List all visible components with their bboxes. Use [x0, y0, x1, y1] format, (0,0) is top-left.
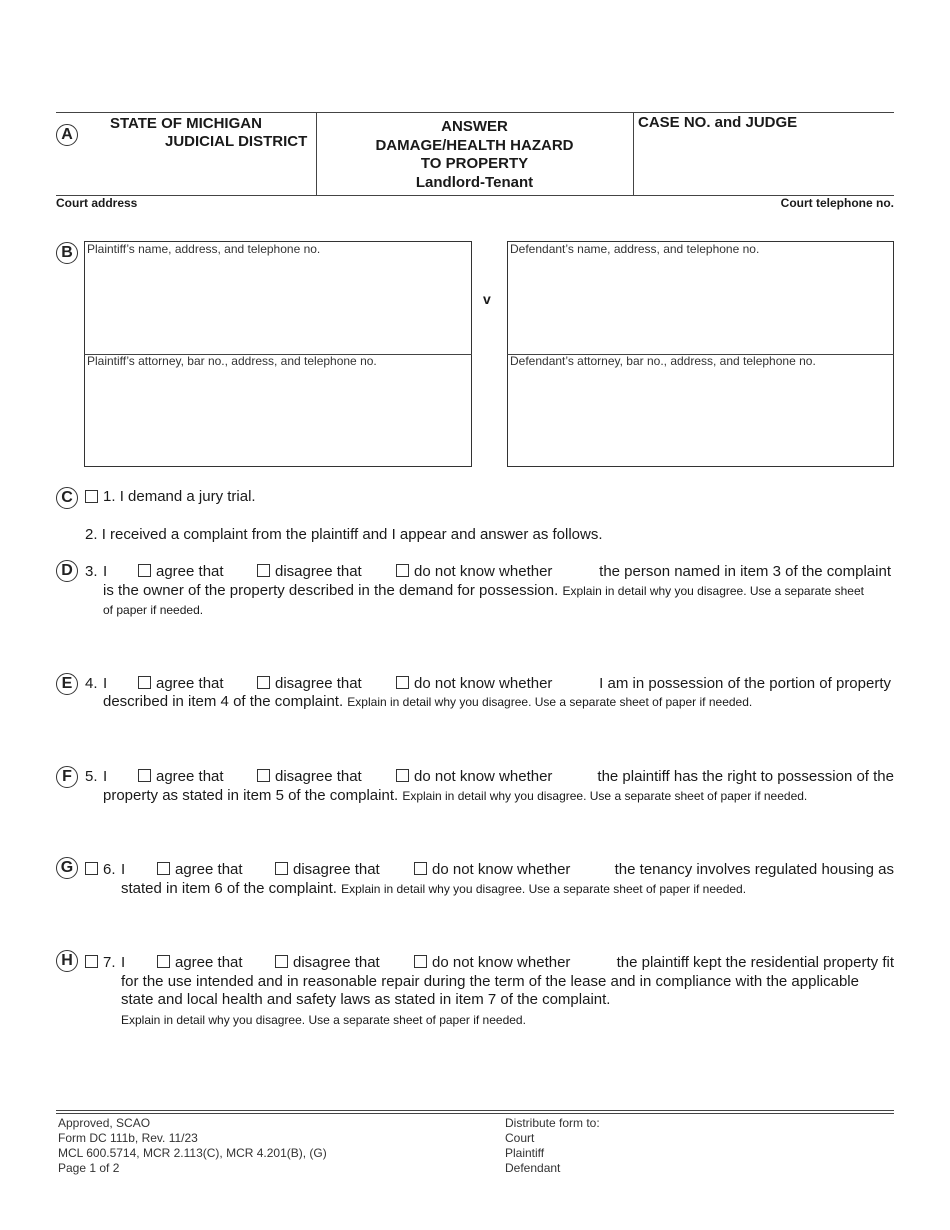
- marker-h: H: [56, 950, 78, 972]
- item-5-agree-label: agree that: [156, 768, 224, 785]
- item-7-unknown-checkbox[interactable]: [414, 955, 427, 968]
- item-2: [85, 526, 603, 543]
- marker-f: F: [56, 766, 78, 788]
- distribute-title: Distribute form to:: [505, 1116, 600, 1130]
- item-6-note: Explain in detail why you disagree. Use a separate sheet of paper if needed.: [341, 882, 747, 896]
- item-3-line-2-text: is the owner of the property described in the demand for possession.: [103, 582, 559, 599]
- footer-rule-2: [56, 1113, 894, 1114]
- item-4-tail: I am in possession of the portion of property: [599, 675, 891, 692]
- item-1-text: I demand a jury trial.: [119, 488, 256, 505]
- footer-rule-1: [56, 1110, 894, 1111]
- item-6-agree-checkbox[interactable]: [157, 862, 170, 875]
- footer-page: Page 1 of 2: [58, 1161, 120, 1175]
- form-title: [316, 118, 633, 192]
- item-7-note: Explain in detail why you disagree. Use a separate sheet of paper if needed.: [121, 1013, 526, 1027]
- case-no-label: CASE NO. and JUDGE: [638, 114, 798, 131]
- item-7-line-2: for the use intended and in reasonable repair during the term of the lease and in compliance with the applicable: [121, 973, 859, 990]
- item-2-num: 2.: [85, 526, 98, 543]
- item-6-line-2: [121, 880, 746, 897]
- item-3-line-2: [103, 582, 864, 599]
- item-6-agree-label: agree that: [175, 861, 243, 878]
- item-4-agree-checkbox[interactable]: [138, 676, 151, 689]
- marker-b: B: [56, 242, 78, 264]
- item-3-agree-checkbox[interactable]: [138, 564, 151, 577]
- item-1-num: 1.: [103, 488, 116, 505]
- marker-g: G: [56, 857, 78, 879]
- item-6-tail: the tenancy involves regulated housing as: [614, 861, 894, 878]
- item-4-unknown-label: do not know whether: [414, 675, 553, 692]
- item-3-tail: the person named in item 3 of the complaint: [599, 563, 891, 580]
- item-3-i: I: [103, 563, 108, 580]
- item-6-disagree-checkbox[interactable]: [275, 862, 288, 875]
- district-label: JUDICIAL DISTRICT: [165, 133, 308, 150]
- footer-form-number: Form DC 111b, Rev. 11/23: [58, 1131, 198, 1145]
- item-7-i: I: [121, 954, 126, 971]
- item-7-agree-checkbox[interactable]: [157, 955, 170, 968]
- item-5-unknown-checkbox[interactable]: [396, 769, 409, 782]
- item-6-unknown-checkbox[interactable]: [414, 862, 427, 875]
- item-7-checkbox[interactable]: [85, 955, 98, 968]
- court-phone-label: Court telephone no.: [780, 196, 894, 210]
- item-4-i: I: [103, 675, 108, 692]
- item-3-agree-label: agree that: [156, 563, 224, 580]
- state-label: STATE OF MICHIGAN: [110, 115, 262, 132]
- item-4-disagree-checkbox[interactable]: [257, 676, 270, 689]
- item-5-i: I: [103, 768, 108, 785]
- distribute-plaintiff: Plaintiff: [505, 1146, 545, 1160]
- item-7-disagree-checkbox[interactable]: [275, 955, 288, 968]
- item-4-agree-label: agree that: [156, 675, 224, 692]
- item-3-note-b: of paper if needed.: [103, 603, 204, 617]
- item-5-agree-checkbox[interactable]: [138, 769, 151, 782]
- item-7-unknown-label: do not know whether: [432, 954, 571, 971]
- header-divider-2: [633, 112, 634, 196]
- defendant-name-label: Defendant’s name, address, and telephone no.: [510, 242, 760, 256]
- footer-left: [58, 1116, 327, 1176]
- item-6-unknown-label: do not know whether: [432, 861, 571, 878]
- item-5-disagree-label: disagree that: [275, 768, 362, 785]
- item-2-text: I received a complaint from the plaintiff and I appear and answer as follows.: [101, 526, 603, 543]
- header-bottom-rule: [56, 195, 894, 196]
- distribute-defendant: Defendant: [505, 1161, 561, 1175]
- item-4-line-2: [103, 693, 752, 710]
- item-6-i: I: [121, 861, 126, 878]
- defendant-attorney-label: Defendant’s attorney, bar no., address, and telephone no.: [510, 354, 816, 368]
- item-3-unknown-label: do not know whether: [414, 563, 553, 580]
- item-5-line-2: [103, 787, 807, 804]
- marker-e: E: [56, 673, 78, 695]
- footer-statutes: MCL 600.5714, MCR 2.113(C), MCR 4.201(B), (G): [58, 1146, 327, 1160]
- form-title-line-3: TO PROPERTY: [420, 155, 529, 172]
- item-5-num: 5.: [85, 768, 98, 785]
- item-6-num: 6.: [103, 861, 116, 878]
- item-7-tail: the plaintiff kept the residential property fit: [616, 954, 894, 971]
- item-3-disagree-checkbox[interactable]: [257, 564, 270, 577]
- item-7-disagree-label: disagree that: [293, 954, 380, 971]
- versus-label: v: [483, 291, 491, 307]
- form-title-line-4: Landlord-Tenant: [415, 173, 534, 191]
- court-address-label: Court address: [56, 196, 138, 210]
- marker-a: A: [56, 124, 78, 146]
- item-3-unknown-checkbox[interactable]: [396, 564, 409, 577]
- item-5-unknown-label: do not know whether: [414, 768, 553, 785]
- item-4-num: 4.: [85, 675, 98, 692]
- plaintiff-name-label: Plaintiff’s name, address, and telephone no.: [87, 242, 321, 256]
- item-7-num: 7.: [103, 954, 116, 971]
- item-5-line-2-text: property as stated in item 5 of the complaint.: [103, 787, 399, 804]
- item-6-line-2-text: stated in item 6 of the complaint.: [121, 880, 337, 897]
- footer-approved: Approved, SCAO: [58, 1116, 151, 1130]
- item-5-disagree-checkbox[interactable]: [257, 769, 270, 782]
- plaintiff-attorney-label: Plaintiff’s attorney, bar no., address, and telephone no.: [87, 354, 377, 368]
- item-3-note-a: Explain in detail why you disagree. Use a separate sheet: [562, 584, 864, 598]
- item-6-disagree-label: disagree that: [293, 861, 380, 878]
- form-title-line-1: ANSWER: [441, 118, 508, 135]
- item-1: [103, 488, 256, 505]
- form-title-line-2: DAMAGE/HEALTH HAZARD: [375, 136, 574, 154]
- footer-distribute: [505, 1116, 600, 1176]
- marker-d: D: [56, 560, 78, 582]
- item-4-disagree-label: disagree that: [275, 675, 362, 692]
- item-5-tail: the plaintiff has the right to possession of the: [597, 768, 894, 785]
- distribute-court: Court: [505, 1131, 535, 1145]
- item-3-num: 3.: [85, 563, 98, 580]
- item-7-agree-label: agree that: [175, 954, 243, 971]
- header-top-rule: [56, 112, 894, 113]
- item-4-unknown-checkbox[interactable]: [396, 676, 409, 689]
- item-5-note: Explain in detail why you disagree. Use a separate sheet of paper if needed.: [402, 789, 808, 803]
- item-4-line-2-text: described in item 4 of the complaint.: [103, 693, 344, 710]
- jury-trial-checkbox[interactable]: [85, 490, 98, 503]
- item-6-checkbox[interactable]: [85, 862, 98, 875]
- item-7-line-3: state and local health and safety laws as stated in item 7 of the complaint.: [121, 991, 611, 1008]
- item-3-disagree-label: disagree that: [275, 563, 362, 580]
- item-4-note: Explain in detail why you disagree. Use a separate sheet of paper if needed.: [347, 695, 753, 709]
- marker-c: C: [56, 487, 78, 509]
